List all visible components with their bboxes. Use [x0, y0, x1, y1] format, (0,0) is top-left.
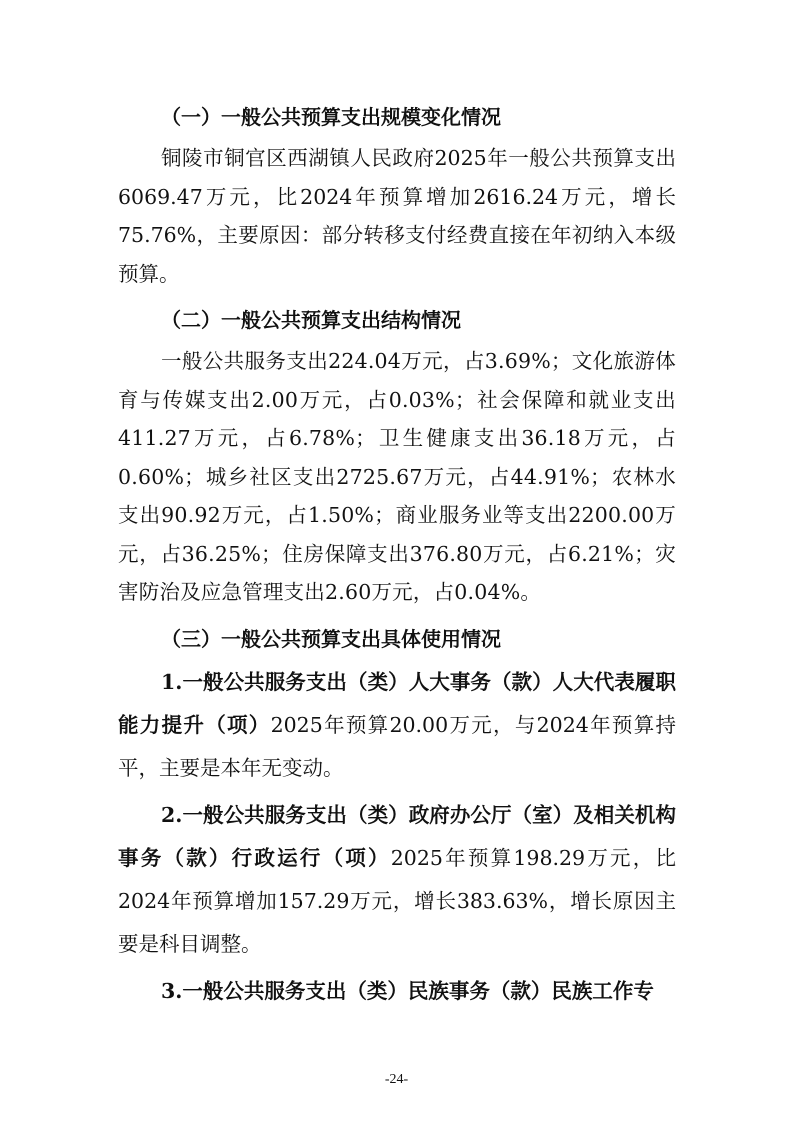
detail-item-3 [118, 970, 676, 1013]
detail-item-1 [118, 661, 676, 790]
page-number: -24- [384, 1072, 409, 1087]
detail-item-2-text: 2025年预算198.29万元，比2024年预算增加157.29万元，增长383.63%，增长原因主要是科目调整。 [118, 845, 677, 956]
detail-item-2 [118, 794, 676, 966]
detail-item-1-title: 1.一般公共服务支出（类）人大事务（款）人大代表履职能力提升（项） [118, 669, 676, 737]
section-heading-2: （二）一般公共预算支出结构情况 [161, 308, 461, 332]
detail-item-2-title: 2.一般公共服务支出（类）政府办公厅（室）及相关机构事务（款）行政运行（项） [118, 802, 676, 870]
section-body-2: 一般公共服务支出224.04万元，占3.69%；文化旅游体育与传媒支出2.00万元，占0.03%；社会保障和就业支出411.27万元，占6.78%；卫生健康支出36.18万元，占0.60%；城乡社区支出2725.67万元，占44.91%；农林水支出90.92万元，占1.50%；商业服务业等支出2200.00万元，占36.25%；住房保障支出376.80万元，占6.21%；灾害防治及应急管理支出2.60万元，占0.04%。 [118, 349, 676, 604]
section-body-1: 铜陵市铜官区西湖镇人民政府2025年一般公共预算支出6069.47万元，比2024年预算增加2616.24万元，增长75.76%，主要原因：部分转移支付经费直接在年初纳入本级预算。 [118, 146, 676, 286]
section-heading-1: （一）一般公共预算支出规模变化情况 [161, 105, 501, 129]
page-content [118, 96, 676, 1017]
detail-item-1-text: 2025年预算20.00万元，与2024年预算持平，主要是本年无变动。 [118, 712, 677, 780]
detail-item-3-title: 3.一般公共服务支出（类）民族事务（款）民族工作专 [161, 978, 654, 1003]
section-heading-3: （三）一般公共预算支出具体使用情况 [161, 626, 501, 651]
